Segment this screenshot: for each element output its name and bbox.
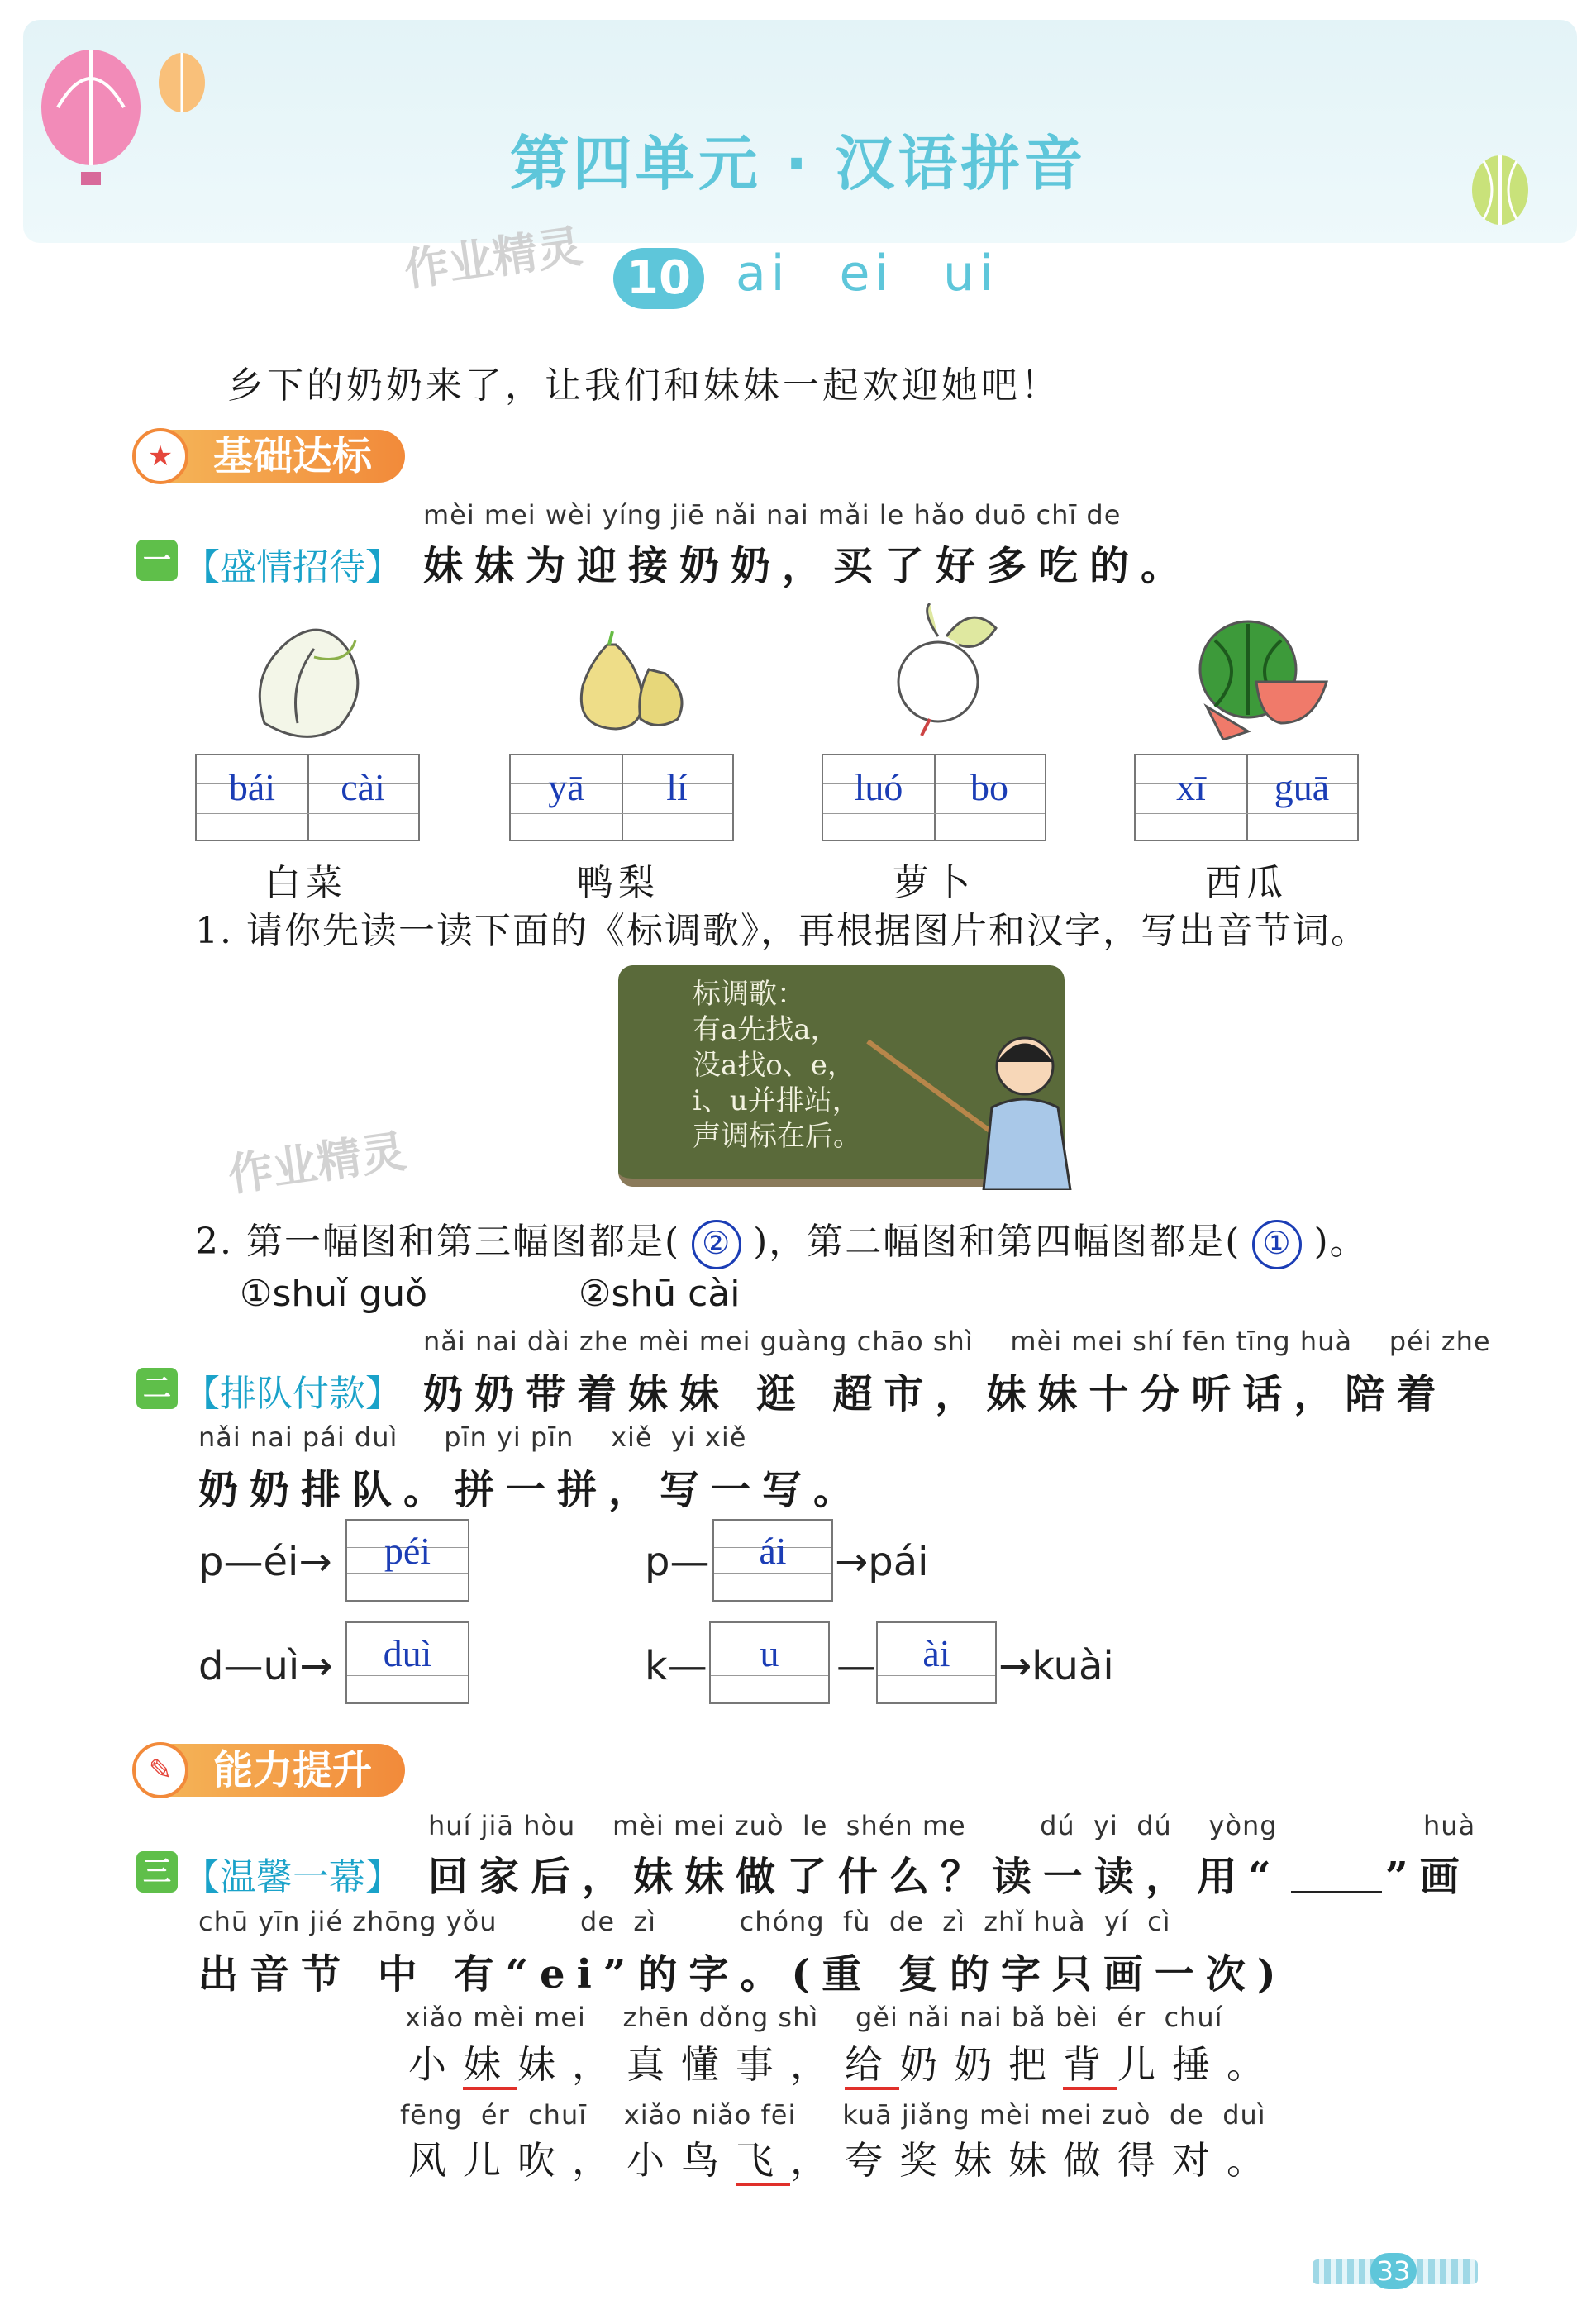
section-title: 基础达标: [213, 433, 373, 479]
poem-char: 夸: [845, 2138, 899, 2183]
intro-text: 乡下的奶奶来了，让我们和妹妹一起欢迎她吧！: [227, 364, 1060, 407]
poem-char-marked: 背: [1063, 2042, 1117, 2090]
pear-icon: [558, 628, 698, 736]
q2-pinyin-2: nǎi nai pái duì pīn yi pīn xiě yi xiě: [198, 1421, 747, 1453]
sub-question-1: 1. 请你先读一读下面的《标调歌》，再根据图片和汉字，写出音节词。: [195, 910, 1369, 952]
question-tag: 【温馨一幕】: [183, 1856, 402, 1898]
writing-grid: [195, 754, 420, 841]
lesson-number-badge: 10: [613, 248, 704, 309]
unit-title: 第四单元 · 汉语拼音: [509, 129, 1087, 198]
lesson-sound: ui: [943, 245, 998, 302]
answer-syllable: guā: [1274, 766, 1330, 808]
poem-char: 风: [408, 2138, 463, 2183]
poem-char: 做: [1063, 2138, 1117, 2183]
answer-syllable: cài: [341, 766, 385, 808]
q3-pinyin-2: chū yīn jié zhōng yǒu de zì chóng fù de zì zhǐ huà yí cì: [198, 1906, 1171, 1937]
answer-box: [345, 1519, 469, 1602]
question-text: 奶奶带着妹妹 逛 超市，妹妹十分听话，陪着: [423, 1371, 1448, 1417]
poem-char-marked: 妹: [463, 2042, 517, 2090]
answer-syllable: ái: [759, 1530, 787, 1572]
lesson-sound: ai: [736, 245, 790, 302]
answer-syllable: xī: [1176, 766, 1206, 808]
page-number: [1313, 2253, 1478, 2289]
spelling-formula: p—éi→: [198, 1539, 332, 1585]
blackboard-line: 有a先找a，: [693, 1013, 839, 1046]
answer-box: [709, 1621, 830, 1704]
writing-grid: [1134, 754, 1359, 841]
poem-char: ，: [790, 2138, 845, 2183]
poem-char-marked: 飞: [736, 2138, 790, 2186]
lesson-sound: ei: [839, 245, 894, 302]
teacher-icon: [860, 1017, 1083, 1190]
medal-icon: ★: [132, 428, 188, 484]
cabbage-icon: [240, 607, 372, 740]
poem-char: 。: [1227, 2042, 1281, 2087]
answer-choice: ①: [1252, 1220, 1302, 1269]
answer-syllable: ài: [922, 1632, 950, 1674]
question-text: ”画: [1385, 1854, 1471, 1900]
blackboard-line: i、u并排站，: [693, 1084, 860, 1117]
poem-char: 小: [626, 2138, 681, 2183]
poem-char: 奖: [899, 2138, 954, 2183]
question-number: 三: [136, 1851, 178, 1893]
poem-char: ，: [790, 2042, 845, 2087]
poem-char: 妹: [1008, 2138, 1063, 2183]
item-label: 白菜: [264, 862, 347, 904]
poem-pinyin: xiǎo mèi mei zhēn dǒng shì gěi nǎi nai bǎ bèi ér chuí: [405, 2002, 1223, 2033]
q2-pinyin-1: nǎi nai dài zhe mèi mei guàng chāo shì mèi mei shí fēn tīng huà péi zhe: [423, 1326, 1491, 1357]
poem-char: 妹: [954, 2138, 1008, 2183]
watermelon-icon: [1190, 616, 1331, 740]
answer-syllable: bái: [228, 766, 276, 808]
question-number: 一: [136, 540, 178, 581]
poem-char: 对: [1172, 2138, 1227, 2183]
answer-syllable: luó: [854, 766, 903, 808]
q1-pinyin: mèi mei wèi yíng jiē nǎi nai mǎi le hǎo duō chī de: [423, 499, 1122, 531]
poem-char: 懂: [681, 2042, 736, 2087]
answer-box: [712, 1519, 833, 1602]
poem-char: 捶: [1172, 2042, 1227, 2087]
answer-choice: ②: [692, 1220, 741, 1269]
poem-char: 。: [1227, 2138, 1281, 2183]
answer-syllable: duì: [383, 1632, 432, 1674]
answer-box: [345, 1621, 469, 1704]
question-number: 二: [136, 1368, 178, 1409]
question-text: 妹妹为迎接奶奶，买了好多吃的。: [423, 543, 1193, 589]
option: ②shū cài: [579, 1273, 741, 1315]
poem-char: 儿: [463, 2138, 517, 2183]
poem-char: 妹: [517, 2042, 572, 2087]
question-text: 出音节 中 有“ei”的字。(重 复的字只画一次): [198, 1951, 1288, 1998]
blank-line: [1291, 1891, 1382, 1893]
answer-syllable: lí: [666, 766, 688, 808]
watermark: 作业精灵: [225, 1125, 409, 1202]
poem-char: 吹: [517, 2138, 572, 2183]
poem-char-marked: 给: [845, 2042, 899, 2090]
q3-pinyin-1: huí jiā hòu mèi mei zuò le shén me dú yi dú yòng: [428, 1810, 1278, 1841]
poem-char: 真: [626, 2042, 681, 2087]
writing-grid: [822, 754, 1046, 841]
poem-char: ，: [572, 2138, 626, 2183]
lesson-sounds: [736, 245, 1048, 302]
spelling-result: →kuài: [998, 1643, 1114, 1689]
poem-char: 奶: [899, 2042, 954, 2087]
question-text: 奶奶排队。拼一拼，写一写。: [198, 1467, 865, 1513]
question-tag: 【盛情招待】: [183, 546, 402, 588]
answer-syllable: bo: [970, 766, 1008, 808]
answer-syllable: u: [760, 1632, 779, 1674]
watermark: 作业精灵: [401, 220, 585, 297]
sub-question-2-text: )。: [1313, 1221, 1368, 1263]
poem-char: 奶: [954, 2042, 1008, 2087]
poem-char: ，: [572, 2042, 626, 2087]
item-label: 萝卜: [893, 862, 975, 904]
question-tag: 【排队付款】: [183, 1373, 402, 1415]
poem-line: [408, 2035, 1281, 2089]
option: ①shuǐ guǒ: [240, 1273, 428, 1315]
radish-icon: [880, 603, 1021, 744]
poem-char: 鸟: [681, 2138, 736, 2183]
poem-char: 小: [408, 2042, 463, 2087]
answer-syllable: péi: [384, 1530, 431, 1572]
poem-line: [408, 2131, 1281, 2185]
question-text: 回家后，妹妹做了什么？读一读，用“: [428, 1854, 1283, 1900]
sub-question-2-text: )，第二幅图和第四幅图都是(: [753, 1221, 1241, 1263]
section-title: 能力提升: [213, 1747, 373, 1793]
poem-pinyin: fēng ér chuī xiǎo niǎo fēi kuā jiǎng mèi mei zuò de duì: [400, 2099, 1266, 2131]
blackboard-line: 声调标在后。: [693, 1120, 861, 1153]
sub-question-2-text: 2. 第一幅图和第三幅图都是(: [195, 1221, 681, 1263]
spelling-formula: d—uì→: [198, 1643, 333, 1689]
writing-grid: [509, 754, 734, 841]
blackboard-line: 没a找o、e，: [693, 1049, 855, 1082]
poem-char: 儿: [1117, 2042, 1172, 2087]
poem-char: 事: [736, 2042, 790, 2087]
item-label: 鸭梨: [577, 862, 660, 904]
q3-pinyin-1-tail: huà: [1423, 1810, 1476, 1841]
page-number-text: 33: [1370, 2253, 1417, 2289]
spelling-formula: p—: [645, 1539, 710, 1585]
spelling-formula: k—: [645, 1643, 707, 1689]
poem-char: 把: [1008, 2042, 1063, 2087]
poem-char: 得: [1117, 2138, 1172, 2183]
certificate-icon: ✎: [132, 1742, 188, 1798]
answer-syllable: yā: [548, 766, 584, 808]
spelling-result: →pái: [835, 1539, 929, 1585]
sub-question-2: [195, 1212, 1368, 1269]
answer-box: [876, 1621, 997, 1704]
item-label: 西瓜: [1205, 862, 1288, 904]
spelling-dash: —: [836, 1643, 876, 1689]
blackboard-line: 标调歌：: [693, 978, 805, 1011]
